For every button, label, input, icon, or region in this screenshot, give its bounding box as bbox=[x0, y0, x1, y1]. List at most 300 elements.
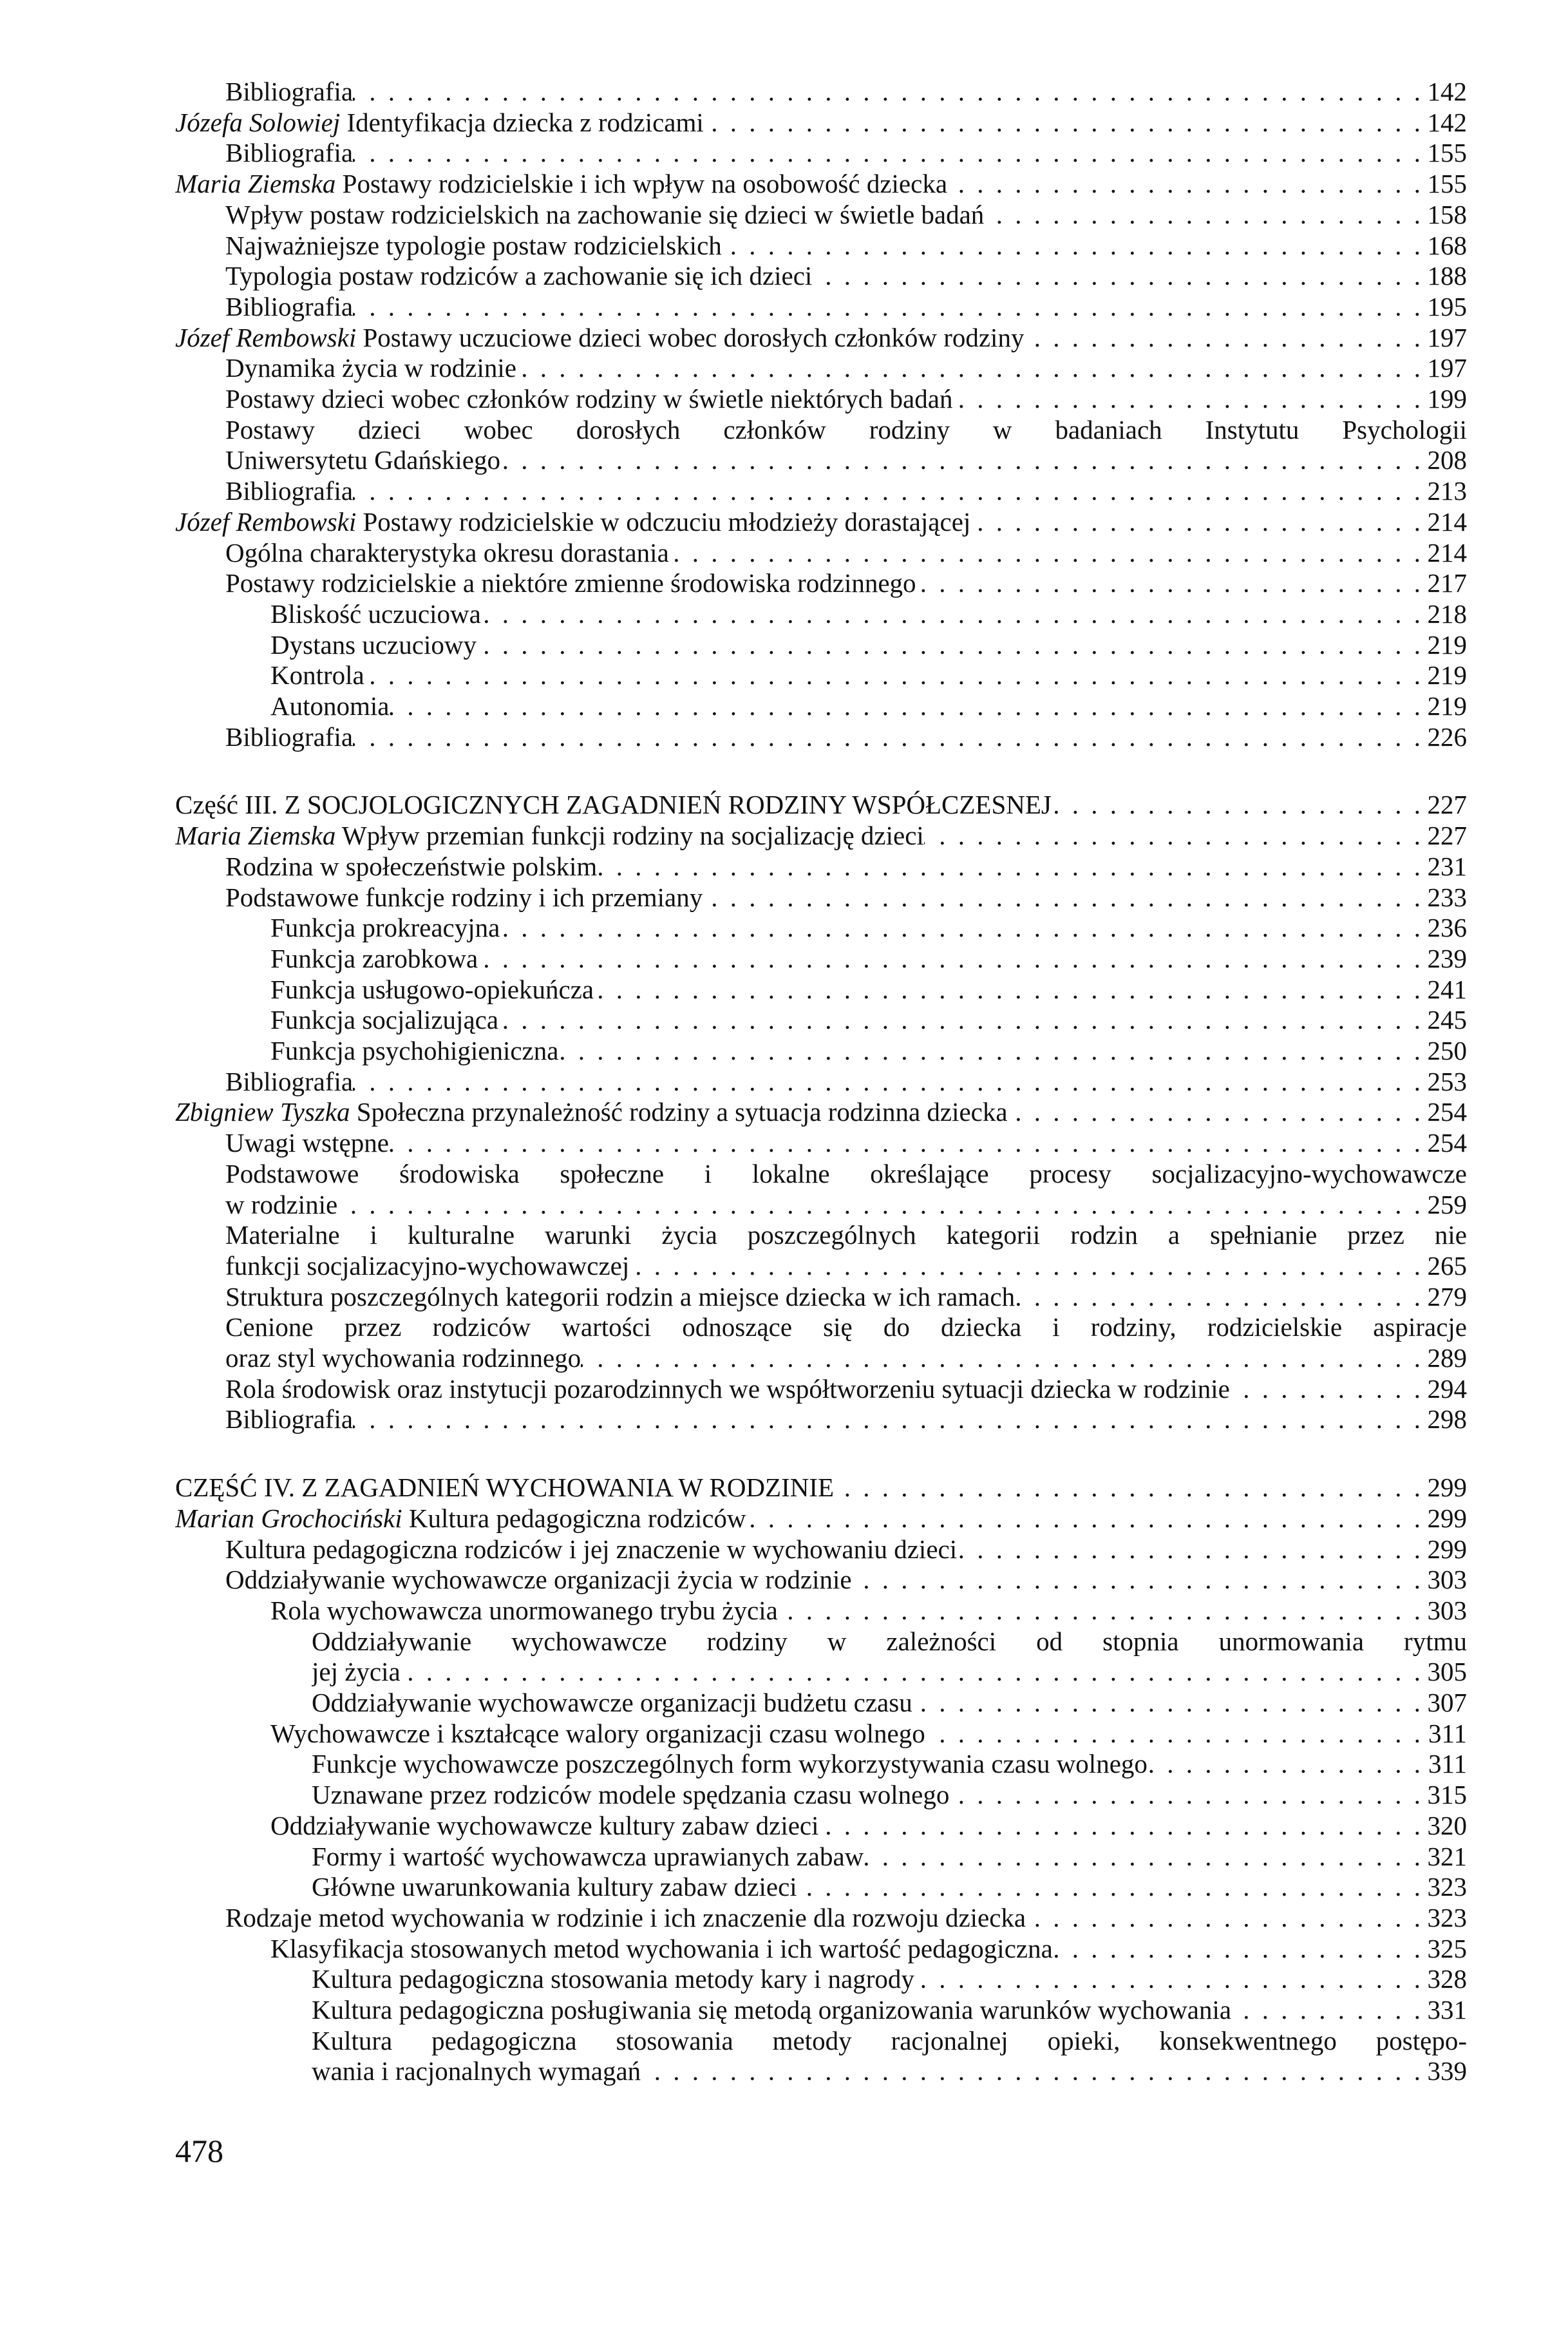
dot-leader bbox=[353, 475, 1421, 506]
toc-page-number: 142 bbox=[1427, 107, 1467, 137]
toc-entry bbox=[225, 475, 1467, 506]
toc-entry bbox=[175, 820, 1467, 851]
toc-entry bbox=[225, 1127, 1467, 1158]
dot-leader bbox=[912, 1687, 1421, 1718]
toc-page-number: 241 bbox=[1427, 974, 1467, 1004]
toc-title: Postawy rodzicielskie w odczuciu młodzieży dorastającej bbox=[363, 506, 971, 537]
toc-entry bbox=[270, 1004, 1467, 1035]
toc-title: Oddziaływanie wychowawcze kultury zabaw dzieci bbox=[270, 1810, 819, 1840]
dot-leader bbox=[389, 1127, 1421, 1158]
toc-page-number: 236 bbox=[1427, 913, 1467, 943]
toc-page-number: 158 bbox=[1427, 199, 1467, 229]
toc-entry-text bbox=[225, 537, 669, 568]
toc-page-number: 339 bbox=[1427, 2056, 1467, 2086]
toc-entry-text bbox=[312, 2055, 641, 2086]
toc-entry-text bbox=[225, 1219, 1467, 1250]
dot-leader bbox=[864, 1841, 1421, 1872]
toc-page-number: 227 bbox=[1427, 821, 1467, 851]
toc-entry bbox=[312, 1626, 1467, 1657]
dot-leader bbox=[916, 567, 1421, 598]
dot-leader bbox=[746, 1503, 1421, 1534]
toc-title: funkcji socjalizacyjno-wychowawczej bbox=[225, 1250, 630, 1281]
toc-title: Funkcje wychowawcze poszczególnych form wykorzystywania czasu wolnego bbox=[312, 1749, 1148, 1779]
toc-entry-text bbox=[225, 291, 353, 322]
dot-leader bbox=[778, 1595, 1421, 1626]
toc-title: Ogólna charakterystyka okresu dorastania bbox=[225, 537, 669, 567]
toc-page-number: 250 bbox=[1427, 1036, 1467, 1065]
toc-title: Bibliografia bbox=[225, 1404, 354, 1435]
toc-title: CZĘŚĆ IV. Z ZAGADNIEŃ WYCHOWANIA W RODZINIE bbox=[175, 1473, 835, 1503]
toc-entry bbox=[225, 414, 1467, 445]
toc-page-number: 227 bbox=[1427, 790, 1467, 820]
toc-page-number: 299 bbox=[1427, 1473, 1467, 1503]
toc-page-number: 315 bbox=[1427, 1780, 1467, 1810]
toc-entry bbox=[312, 1841, 1467, 1872]
dot-leader bbox=[1024, 322, 1421, 353]
toc-page-number: 214 bbox=[1427, 537, 1467, 567]
toc-entry bbox=[270, 912, 1467, 943]
toc-title: Oddziaływanie wychowawcze organizacji budżetu czasu bbox=[312, 1688, 912, 1717]
toc-page-number: 294 bbox=[1427, 1373, 1467, 1404]
toc-entry bbox=[270, 1810, 1467, 1841]
toc-entry bbox=[225, 1373, 1467, 1404]
toc-title: Wychowawcze i kształcące walory organizacji czasu wolnego bbox=[270, 1718, 925, 1748]
toc-title: Bibliografia bbox=[225, 1066, 354, 1096]
toc-entry bbox=[175, 322, 1467, 353]
dot-leader bbox=[970, 506, 1421, 537]
toc-entry bbox=[270, 598, 1467, 629]
dot-leader bbox=[594, 974, 1421, 1005]
toc-page-number: 217 bbox=[1427, 568, 1467, 598]
toc-entry bbox=[225, 1066, 1467, 1097]
toc-entry-text bbox=[175, 820, 924, 851]
dot-leader bbox=[337, 1189, 1421, 1220]
toc-page-number: 259 bbox=[1427, 1189, 1467, 1219]
toc-page-number: 279 bbox=[1427, 1281, 1467, 1311]
toc-entry-text bbox=[270, 1004, 498, 1035]
toc-title: Bibliografia bbox=[225, 721, 354, 752]
toc-entry-text bbox=[312, 1963, 914, 1994]
toc-entry-text bbox=[225, 230, 722, 261]
toc-title: w rodzinie bbox=[225, 1189, 338, 1219]
toc-title: Uznawane przez rodziców modele spędzania czasu wolnego bbox=[312, 1780, 950, 1810]
toc-entry bbox=[225, 537, 1467, 568]
dot-leader bbox=[353, 1404, 1421, 1435]
toc-entry-text bbox=[270, 974, 594, 1005]
toc-entry-text bbox=[312, 1871, 797, 1902]
toc-author: Zbigniew Tyszka bbox=[175, 1097, 350, 1127]
dot-leader bbox=[641, 2055, 1421, 2086]
toc-page-number: 320 bbox=[1427, 1810, 1467, 1840]
dot-leader bbox=[1015, 1281, 1421, 1312]
toc-entry-text bbox=[225, 1342, 581, 1373]
toc-entry-text bbox=[225, 1066, 353, 1097]
dot-leader bbox=[1008, 1096, 1421, 1127]
dot-leader bbox=[703, 882, 1421, 913]
toc-entry-text bbox=[270, 691, 389, 721]
toc-title: Dystans uczuciowy bbox=[270, 629, 477, 660]
toc-page-number: 325 bbox=[1427, 1933, 1467, 1963]
toc-author: Maria Ziemska bbox=[175, 169, 336, 199]
toc-page-number: 328 bbox=[1427, 1964, 1467, 1994]
toc-title: Społeczna przynależność rodziny a sytuacja rodzinna dziecka bbox=[356, 1097, 1008, 1127]
dot-leader bbox=[947, 168, 1421, 199]
dot-leader bbox=[722, 230, 1421, 261]
toc-page-number: 155 bbox=[1427, 138, 1467, 168]
dot-leader bbox=[949, 1779, 1421, 1810]
toc-entry bbox=[270, 1933, 1467, 1964]
toc-entry-text bbox=[225, 444, 500, 475]
toc-entry-text bbox=[225, 199, 984, 230]
toc-entry bbox=[312, 1656, 1467, 1687]
toc-entry bbox=[270, 629, 1467, 660]
dot-leader bbox=[581, 1342, 1421, 1373]
toc-entry bbox=[225, 721, 1467, 752]
toc-title: Kontrola bbox=[270, 660, 364, 691]
dot-leader bbox=[401, 1656, 1421, 1687]
dot-leader bbox=[1231, 1994, 1421, 2025]
toc-entry-text bbox=[225, 352, 516, 383]
toc-entry-text bbox=[225, 1311, 1467, 1342]
toc-title: Bibliografia bbox=[225, 291, 354, 321]
dot-leader bbox=[477, 629, 1421, 660]
dot-leader bbox=[389, 691, 1421, 721]
toc-entry-text bbox=[270, 660, 364, 691]
toc-page-number: 233 bbox=[1427, 882, 1467, 912]
toc-entry bbox=[225, 1189, 1467, 1220]
toc-entry-text bbox=[225, 567, 916, 598]
dot-leader bbox=[500, 912, 1421, 943]
toc-entry bbox=[175, 107, 1467, 138]
dot-leader bbox=[1052, 789, 1421, 820]
toc-entry-text bbox=[312, 1841, 864, 1872]
dot-leader bbox=[500, 444, 1421, 475]
toc-entry bbox=[225, 260, 1467, 291]
toc-entry bbox=[225, 1158, 1467, 1189]
toc-page-number: 323 bbox=[1427, 1872, 1467, 1902]
toc-entry-text bbox=[225, 1373, 1230, 1404]
toc-title: Kultura pedagogiczna stosowania metody kary i nagrody bbox=[312, 1964, 914, 1994]
dot-leader bbox=[952, 383, 1421, 414]
toc-entry-text bbox=[225, 1189, 337, 1220]
dot-leader bbox=[852, 1564, 1421, 1595]
toc-page-number: 231 bbox=[1427, 851, 1467, 881]
toc-title: Bliskość uczuciowa bbox=[270, 598, 481, 629]
dot-leader bbox=[914, 1963, 1421, 1994]
toc-title: Autonomia bbox=[270, 691, 390, 721]
toc-entry-text bbox=[225, 1127, 389, 1158]
toc-title: Kultura pedagogiczna stosowania metody racjonalnej opieki, konsekwentnego postępo- bbox=[312, 2025, 1467, 2055]
toc-page-number: 303 bbox=[1427, 1565, 1467, 1595]
toc-entry bbox=[225, 1534, 1467, 1565]
toc-page-number: 323 bbox=[1427, 1902, 1467, 1932]
toc-entry-text bbox=[225, 1534, 957, 1565]
toc-title: oraz styl wychowania rodzinnego bbox=[225, 1343, 581, 1373]
page-number: 478 bbox=[175, 2133, 223, 2169]
toc-entry bbox=[270, 974, 1467, 1005]
toc-page-number: 208 bbox=[1427, 445, 1467, 475]
toc-entry bbox=[270, 660, 1467, 691]
toc-entry-text bbox=[175, 1472, 834, 1503]
toc-title: Wpływ postaw rodzicielskich na zachowanie się dzieci w świetle badań bbox=[225, 199, 985, 229]
toc-title: Część III. Z SOCJOLOGICZNYCH ZAGADNIEŃ RODZINY WSPÓŁCZESNEJ bbox=[175, 790, 1052, 820]
toc-entry-text bbox=[225, 1404, 353, 1435]
toc-entry bbox=[225, 352, 1467, 383]
dot-leader bbox=[797, 1871, 1421, 1902]
toc-title: Rola środowisk oraz instytucji pozarodzinnych we współtworzeniu sytuacji dziecka w rodzinie bbox=[225, 1373, 1230, 1404]
toc-entry bbox=[175, 506, 1467, 537]
toc-page-number: 239 bbox=[1427, 943, 1467, 973]
toc-page-number: 218 bbox=[1427, 598, 1467, 629]
toc-author: Józef Rembowski bbox=[175, 506, 357, 537]
dot-leader bbox=[353, 137, 1421, 168]
toc-title: Postawy uczuciowe dzieci wobec dorosłych członków rodziny bbox=[363, 322, 1025, 352]
toc-title: Struktura poszczególnych kategorii rodzin a miejsce dziecka w ich ramach bbox=[225, 1281, 1015, 1311]
toc-page-number: 311 bbox=[1428, 1749, 1467, 1779]
toc-entry bbox=[225, 1311, 1467, 1342]
dot-leader bbox=[669, 537, 1421, 568]
toc-title: Bibliografia bbox=[225, 138, 354, 168]
toc-entry bbox=[225, 851, 1467, 882]
dot-leader bbox=[925, 1718, 1421, 1749]
toc-page-number: 298 bbox=[1427, 1404, 1467, 1435]
toc-entry bbox=[175, 1503, 1467, 1534]
toc-entry-text bbox=[312, 1626, 1467, 1657]
toc-entry-text bbox=[270, 1933, 1053, 1964]
dot-leader bbox=[924, 820, 1421, 851]
toc-page-number: 226 bbox=[1427, 721, 1467, 752]
toc-title: Funkcja prokreacyjna bbox=[270, 913, 500, 943]
toc-title: Klasyfikacja stosowanych metod wychowania i ich wartość pedagogiczna bbox=[270, 1933, 1053, 1963]
toc-entry bbox=[312, 1963, 1467, 1994]
toc-entry-text bbox=[175, 1503, 746, 1534]
dot-leader bbox=[516, 352, 1421, 383]
toc-entry-text bbox=[270, 1810, 819, 1841]
toc-title: Postawy rodzicielskie i ich wpływ na osobowość dziecka bbox=[342, 169, 948, 199]
toc-entry-text bbox=[225, 414, 1467, 445]
toc-entry-text bbox=[225, 475, 353, 506]
toc-entry-text bbox=[270, 1035, 558, 1066]
toc-title: Typologia postaw rodziców a zachowanie się ich dzieci bbox=[225, 261, 813, 291]
dot-leader bbox=[353, 1066, 1421, 1097]
toc-page-number: 188 bbox=[1427, 261, 1467, 291]
toc-title: Kultura pedagogiczna rodziców i jej znaczenie w wychowaniu dzieci bbox=[225, 1534, 958, 1564]
toc-title: Identyfikacja dziecka z rodzicami bbox=[346, 107, 704, 137]
toc-page-number: 168 bbox=[1427, 230, 1467, 260]
toc-entry bbox=[312, 1779, 1467, 1810]
dot-leader bbox=[1026, 1902, 1421, 1933]
toc-entry bbox=[270, 691, 1467, 721]
toc-entry bbox=[312, 2055, 1467, 2086]
dot-leader bbox=[957, 1534, 1421, 1565]
toc-entry-text bbox=[175, 506, 970, 537]
toc-title: Kultura pedagogiczna posługiwania się metodą organizowania warunków wychowania bbox=[312, 1995, 1232, 2025]
toc-entry bbox=[312, 1687, 1467, 1718]
toc-title: Rola wychowawcza unormowanego trybu życia bbox=[270, 1595, 778, 1625]
toc-page-number: 214 bbox=[1427, 506, 1467, 537]
toc-entry bbox=[312, 1994, 1467, 2025]
toc-entry-text bbox=[312, 1779, 949, 1810]
dot-leader bbox=[1230, 1373, 1421, 1404]
dot-leader bbox=[481, 598, 1421, 629]
toc-entry bbox=[225, 1902, 1467, 1933]
toc-page-number: 265 bbox=[1427, 1250, 1467, 1281]
toc-entry bbox=[225, 882, 1467, 913]
toc-page-number: 299 bbox=[1427, 1503, 1467, 1533]
toc-entry-text bbox=[175, 168, 947, 199]
toc-title: Rodzaje metod wychowania w rodzinie i ich znaczenie dla rozwoju dziecka bbox=[225, 1902, 1026, 1932]
toc-page-number: 197 bbox=[1427, 322, 1467, 352]
toc-title: Materialne i kulturalne warunki życia poszczególnych kategorii rodzin a spełnianie przez nie bbox=[225, 1220, 1467, 1250]
toc-entry-text bbox=[225, 1902, 1026, 1933]
toc-page-number: 199 bbox=[1427, 384, 1467, 414]
toc-entry-text bbox=[312, 1656, 401, 1687]
toc-entry bbox=[225, 1281, 1467, 1312]
toc-page-number: 155 bbox=[1427, 169, 1467, 199]
toc-page-number: 289 bbox=[1427, 1343, 1467, 1373]
dot-leader bbox=[353, 76, 1421, 107]
toc-title: Funkcja socjalizująca bbox=[270, 1005, 499, 1035]
toc-title: Wpływ przemian funkcji rodziny na socjalizację dzieci bbox=[341, 821, 924, 851]
toc-entry bbox=[225, 199, 1467, 230]
toc-page-number: 245 bbox=[1427, 1005, 1467, 1035]
toc-title: Bibliografia bbox=[225, 476, 354, 506]
toc-page-number: 253 bbox=[1427, 1066, 1467, 1096]
dot-leader bbox=[364, 660, 1421, 691]
dot-leader bbox=[478, 943, 1421, 974]
dot-leader bbox=[819, 1810, 1421, 1841]
dot-leader bbox=[353, 291, 1421, 322]
toc-title: Funkcja usługowo-opiekuńcza bbox=[270, 974, 594, 1004]
toc-entry bbox=[225, 567, 1467, 598]
toc-page-number: 219 bbox=[1427, 691, 1467, 721]
toc-entry bbox=[225, 1219, 1467, 1250]
dot-leader bbox=[812, 260, 1421, 291]
toc-entry-text bbox=[312, 1687, 912, 1718]
toc-page-number: 219 bbox=[1427, 660, 1467, 691]
toc-entry-text bbox=[175, 789, 1052, 820]
toc-author: Józef Rembowski bbox=[175, 322, 357, 352]
toc-title: Dynamika życia w rodzinie bbox=[225, 353, 516, 383]
toc-entry bbox=[225, 1564, 1467, 1595]
toc-entry bbox=[312, 1871, 1467, 1902]
toc-entry bbox=[270, 943, 1467, 974]
dot-leader bbox=[629, 1250, 1421, 1281]
toc-entry-text bbox=[225, 1158, 1467, 1189]
toc-title: Bibliografia bbox=[225, 77, 354, 106]
toc-title: Kultura pedagogiczna rodziców bbox=[408, 1503, 746, 1533]
toc-entry bbox=[225, 1404, 1467, 1435]
toc-entry-text bbox=[225, 721, 353, 752]
dot-leader bbox=[353, 721, 1421, 752]
toc-entry bbox=[270, 1035, 1467, 1066]
toc-page-number: 195 bbox=[1427, 291, 1467, 321]
toc-title: Postawy rodzicielskie a niektóre zmienne środowiska rodzinnego bbox=[225, 568, 916, 598]
toc-page-number: 213 bbox=[1427, 476, 1467, 506]
toc-page-number: 197 bbox=[1427, 353, 1467, 383]
toc-entry-text bbox=[225, 76, 353, 107]
dot-leader bbox=[1148, 1748, 1421, 1779]
toc-page-number: 311 bbox=[1428, 1718, 1467, 1748]
toc-entry-text bbox=[270, 1718, 925, 1749]
toc-entry bbox=[312, 2025, 1467, 2056]
toc-part-heading bbox=[175, 1472, 1467, 1503]
toc-entry bbox=[312, 1748, 1467, 1779]
toc-title: Oddziaływanie wychowawcze rodziny w zależności od stopnia unormowania rytmu bbox=[312, 1626, 1467, 1656]
toc-entry bbox=[225, 230, 1467, 261]
toc-page-number: 142 bbox=[1427, 77, 1467, 106]
toc-entry bbox=[270, 1595, 1467, 1626]
toc-entry-text bbox=[175, 107, 704, 138]
dot-leader bbox=[498, 1004, 1421, 1035]
toc-entry-text bbox=[225, 260, 812, 291]
toc-title: Oddziaływanie wychowawcze organizacji życia w rodzinie bbox=[225, 1565, 852, 1595]
toc-entry-text bbox=[225, 383, 952, 414]
toc-entry bbox=[175, 168, 1467, 199]
toc-entry bbox=[225, 76, 1467, 107]
toc-page-number: 307 bbox=[1427, 1688, 1467, 1717]
toc-entry-text bbox=[225, 137, 353, 168]
toc-author: Marian Grochociński bbox=[175, 1503, 402, 1533]
toc-author: Józefa Solowiej bbox=[175, 107, 341, 137]
toc-entry bbox=[225, 137, 1467, 168]
toc-title: Funkcja psychohigieniczna bbox=[270, 1036, 559, 1065]
dot-leader bbox=[834, 1472, 1421, 1503]
toc-title: Rodzina w społeczeństwie polskim bbox=[225, 851, 598, 881]
toc-part-heading bbox=[175, 789, 1467, 820]
toc-page-number: 299 bbox=[1427, 1534, 1467, 1564]
toc-title: Podstawowe funkcje rodziny i ich przemiany bbox=[225, 882, 703, 912]
toc-title: Postawy dzieci wobec dorosłych członków rodziny w badaniach Instytutu Psychologii bbox=[225, 414, 1467, 444]
toc-entry bbox=[225, 383, 1467, 414]
toc-entry bbox=[270, 1718, 1467, 1749]
toc-entry-text bbox=[270, 1595, 778, 1626]
toc-title: Formy i wartość wychowawcza uprawianych zabaw bbox=[312, 1841, 864, 1871]
toc-page-number: 331 bbox=[1427, 1995, 1467, 2025]
toc-entry bbox=[225, 444, 1467, 475]
toc-title: Postawy dzieci wobec członków rodziny w świetle niektórych badań bbox=[225, 384, 953, 414]
toc-entry bbox=[225, 1250, 1467, 1281]
toc-entry bbox=[175, 1096, 1467, 1127]
toc-author: Maria Ziemska bbox=[175, 821, 336, 851]
toc-entry-text bbox=[312, 1748, 1148, 1779]
toc-entry bbox=[225, 291, 1467, 322]
toc-entry-text bbox=[270, 943, 478, 974]
toc-entry-text bbox=[225, 1564, 852, 1595]
toc-entry-text bbox=[225, 1281, 1015, 1312]
toc-title: wania i racjonalnych wymagań bbox=[312, 2056, 641, 2086]
toc-entry-text bbox=[225, 851, 597, 882]
toc-page-number: 219 bbox=[1427, 629, 1467, 660]
toc-entry-text bbox=[175, 1096, 1008, 1127]
toc-title: Cenione przez rodziców wartości odnoszące się do dziecka i rodziny, rodzicielskie aspiracje bbox=[225, 1312, 1467, 1342]
toc-title: Funkcja zarobkowa bbox=[270, 943, 478, 973]
toc-page-number: 321 bbox=[1427, 1841, 1467, 1871]
toc-page-number: 254 bbox=[1427, 1128, 1467, 1158]
toc-entry-text bbox=[312, 1994, 1231, 2025]
toc-entry-text bbox=[225, 882, 703, 913]
dot-leader bbox=[1053, 1933, 1421, 1964]
toc-title: Podstawowe środowiska społeczne i lokalne określające procesy socjalizacyjno-wychowawcze bbox=[225, 1158, 1467, 1188]
toc-entry-text bbox=[270, 629, 477, 660]
toc-title: jej życia bbox=[312, 1657, 401, 1687]
toc-entry-text bbox=[312, 2025, 1467, 2056]
toc-entry-text bbox=[225, 1250, 629, 1281]
toc-title: Uniwersytetu Gdańskiego bbox=[225, 445, 500, 475]
toc-title: Uwagi wstępne bbox=[225, 1128, 389, 1158]
dot-leader bbox=[597, 851, 1421, 882]
dot-leader bbox=[984, 199, 1421, 230]
